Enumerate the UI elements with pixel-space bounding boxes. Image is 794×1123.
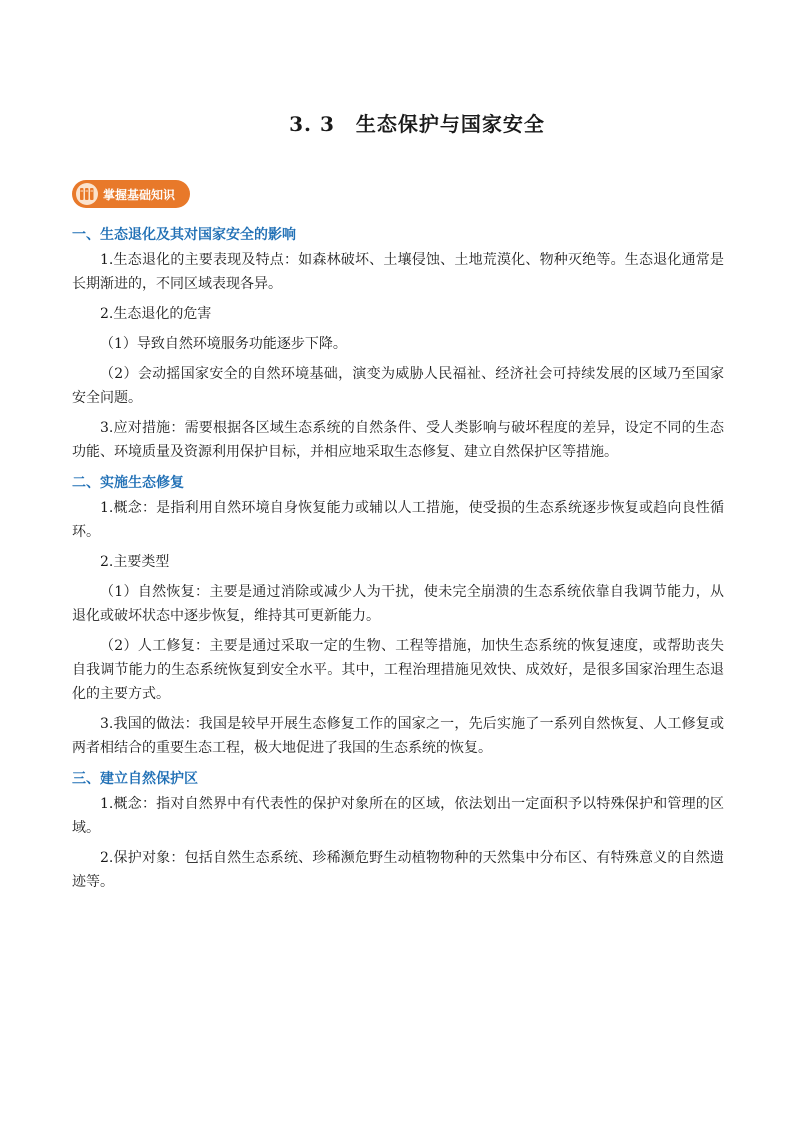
books-icon — [76, 183, 98, 205]
section-nature-reserve — [72, 766, 724, 894]
paragraph: 1.概念：指对自然界中有代表性的保护对象所在的区域，依法划出一定面积予以特殊保护和管理的区域。 — [72, 796, 724, 836]
section-heading: 二、实施生态修复 — [72, 475, 184, 491]
paragraph: 3.我国的做法：我国是较早开展生态修复工作的国家之一，先后实施了一系列自然恢复、人工修复或两者相结合的重要生态工程，极大地促进了我国的生态系统的恢复。 — [72, 716, 724, 756]
paragraph: （2）会动摇国家安全的自然环境基础，演变为威胁人民福祉、经济社会可持续发展的区域乃至国家安全问题。 — [72, 366, 724, 406]
section-heading: 三、建立自然保护区 — [72, 771, 198, 787]
section-ecological-restoration — [72, 470, 724, 760]
paragraph: 3.应对措施：需要根据各区域生态系统的自然条件、受人类影响与破坏程度的差异，设定不同的生态功能、环境质量及资源利用保护目标，并相应地采取生态修复、建立自然保护区等措施。 — [72, 420, 724, 460]
paragraph: 1.概念：是指利用自然环境自身恢复能力或辅以人工措施，使受损的生态系统逐步恢复或趋向良性循环。 — [72, 500, 724, 540]
paragraph: （1）导致自然环境服务功能逐步下降。 — [100, 336, 347, 352]
paragraph: 2.生态退化的危害 — [100, 306, 212, 322]
paragraph: 2.主要类型 — [100, 554, 170, 570]
badge-label: 掌握基础知识 — [103, 187, 176, 202]
paragraph: （2）人工修复：主要是通过采取一定的生物、工程等措施，加快生态系统的恢复速度，或帮助丧失自我调节能力的生态系统恢复到安全水平。其中，工程治理措施见效快、成效好，是很多国家治理生态退化的主要方式。 — [72, 638, 724, 702]
section-badge — [72, 180, 190, 208]
section-heading: 一、生态退化及其对国家安全的影响 — [72, 227, 296, 243]
paragraph: （1）自然恢复：主要是通过消除或减少人为干扰，使未完全崩溃的生态系统依靠自我调节能力，从退化或破坏状态中逐步恢复，维持其可更新能力。 — [72, 584, 724, 624]
paragraph: 2.保护对象：包括自然生态系统、珍稀濒危野生动植物物种的天然集中分布区、有特殊意义的自然遗迹等。 — [72, 850, 724, 890]
section-ecological-degradation — [72, 222, 724, 464]
document-body — [72, 222, 724, 900]
paragraph: 1.生态退化的主要表现及特点：如森林破坏、土壤侵蚀、土地荒漠化、物种灭绝等。生态退化通常是长期渐进的，不同区域表现各异。 — [72, 252, 724, 292]
page-title: 3. 3 生态保护与国家安全 — [289, 112, 545, 136]
